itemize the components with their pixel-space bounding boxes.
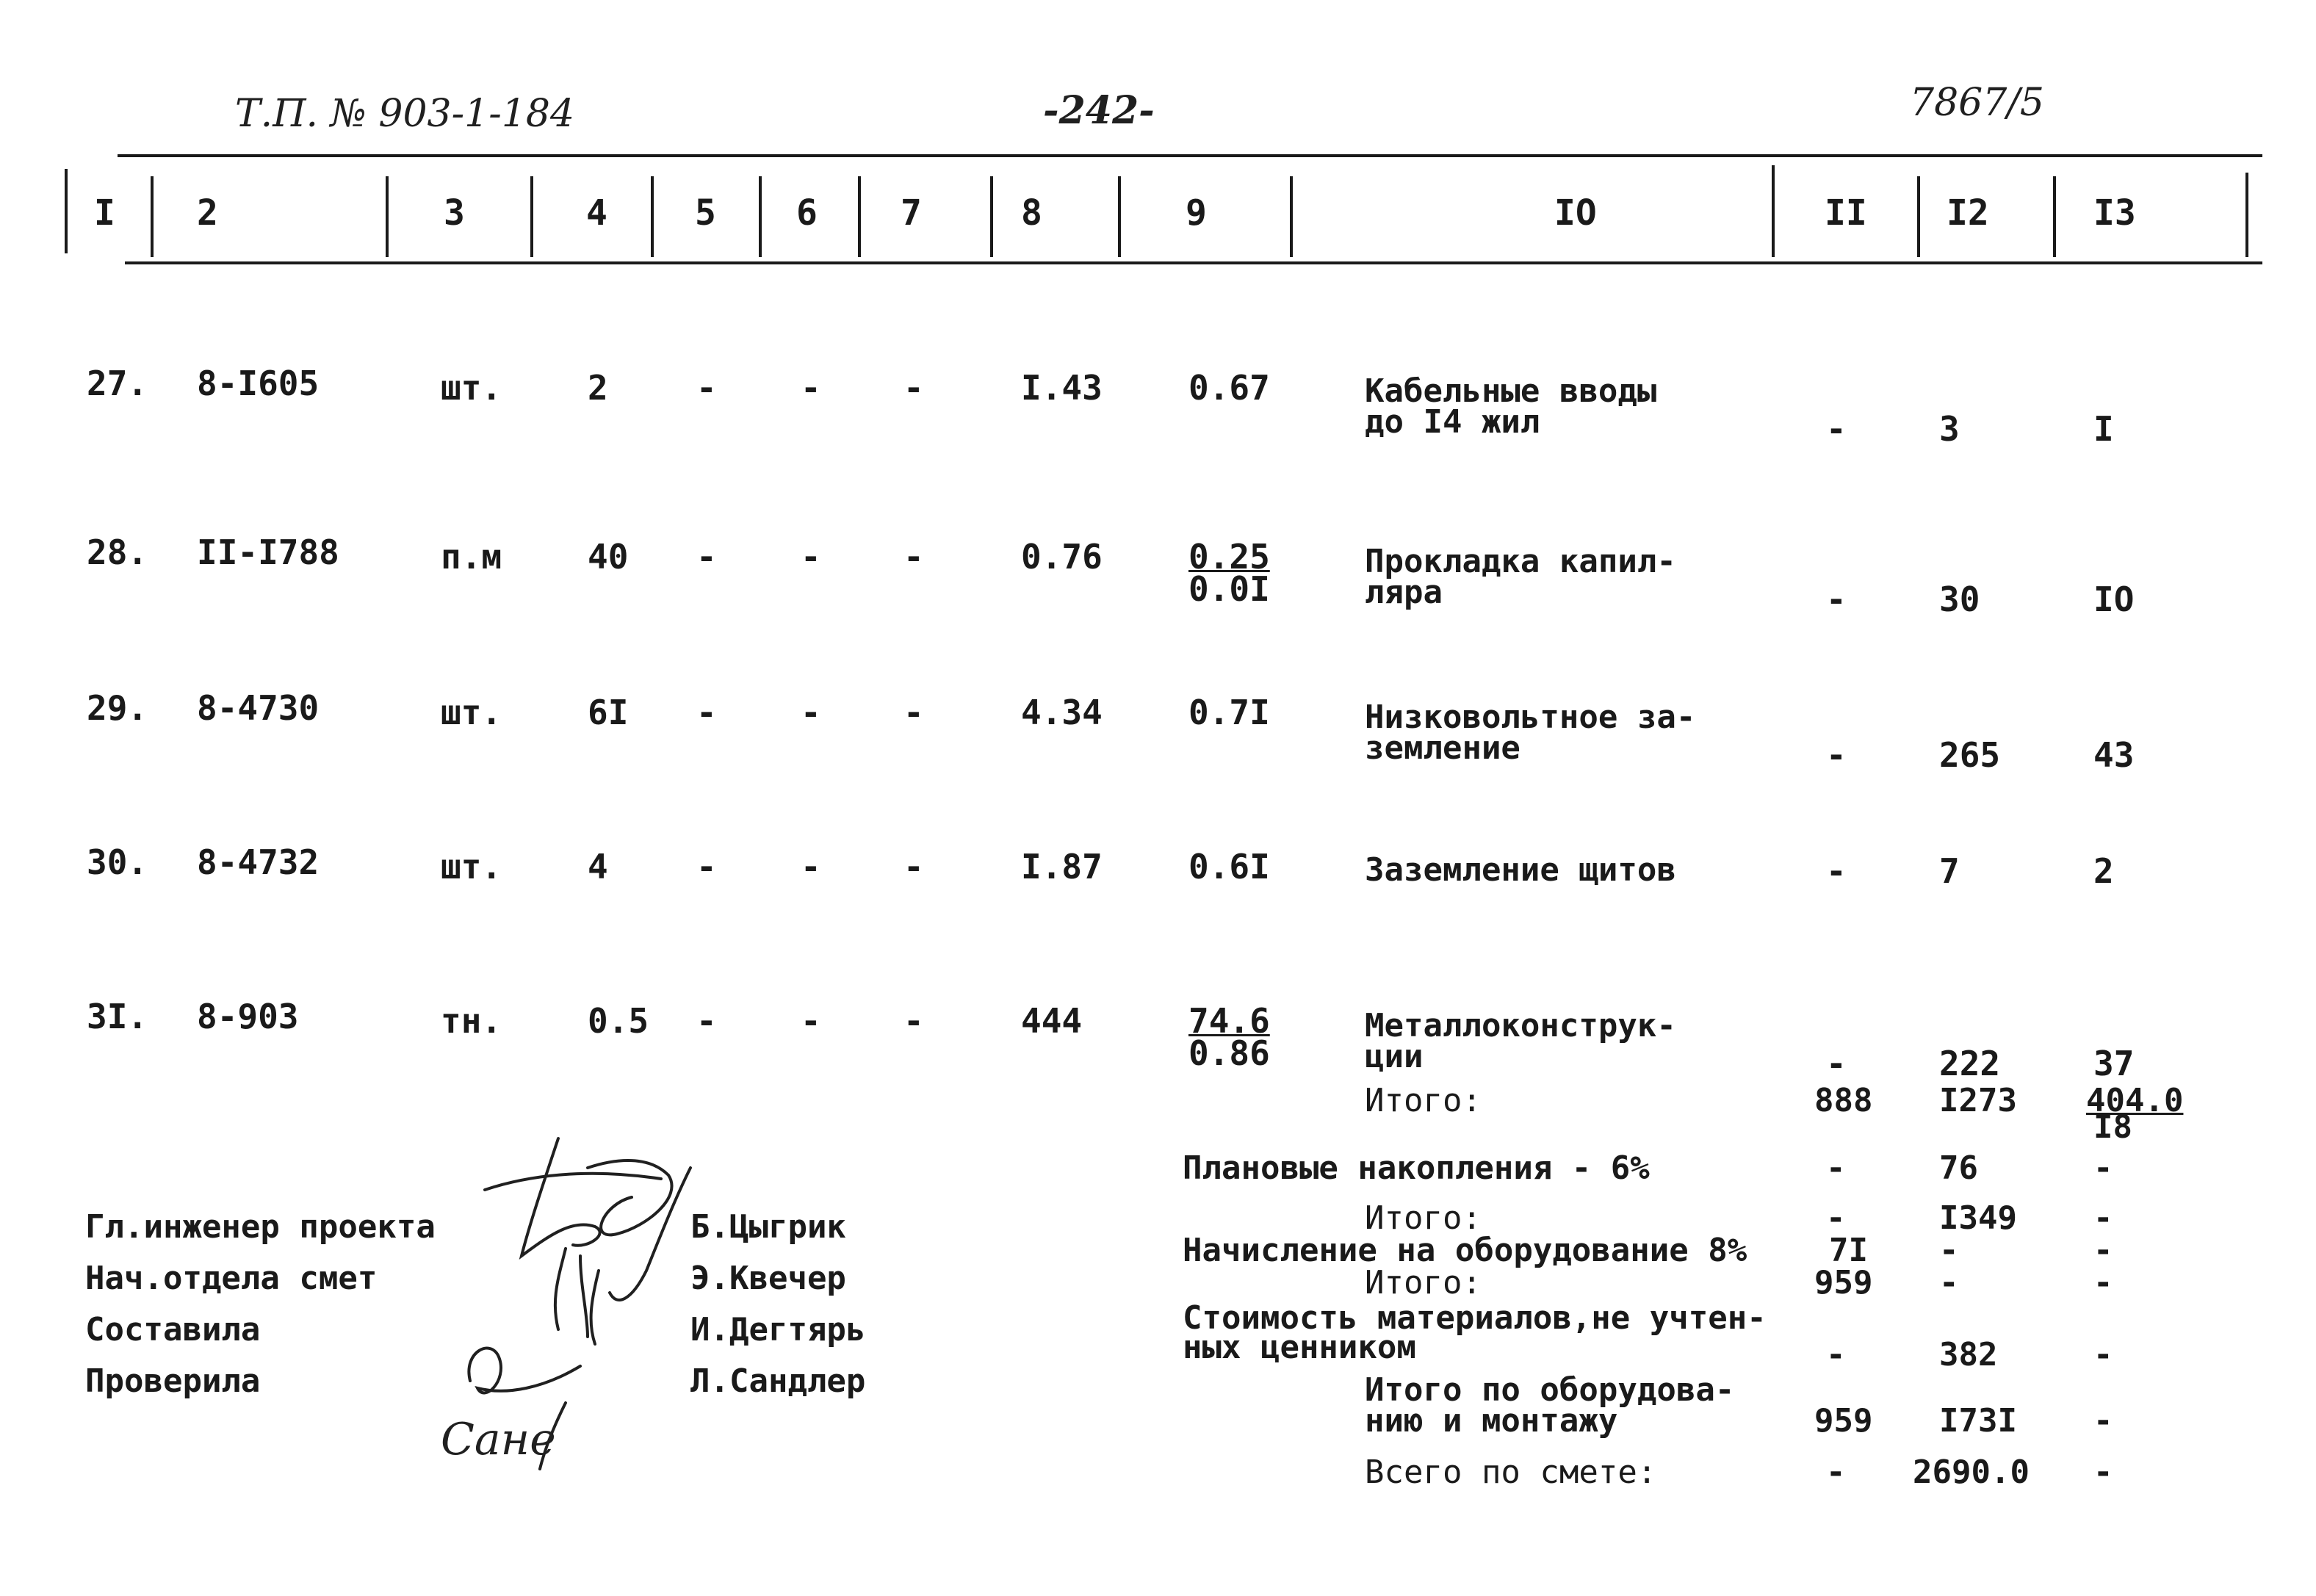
- col-divider: [2245, 173, 2248, 257]
- itogo2-label: Итого:: [1365, 1199, 1482, 1237]
- row-col12: 3: [1939, 409, 1960, 449]
- col-header-9: 9: [1186, 192, 1207, 234]
- signature-name: Л.Сандлер: [690, 1362, 866, 1400]
- col-header-1: I: [94, 192, 115, 234]
- row-number: 28.: [87, 532, 148, 572]
- col-header-4: 4: [586, 192, 607, 234]
- signature-name: Э.Квечер: [690, 1260, 846, 1297]
- col-header-8: 8: [1021, 192, 1042, 234]
- row-col11: -: [1826, 409, 1847, 449]
- itogo3-col12: -: [1939, 1264, 1959, 1301]
- equip-col11: 7I: [1829, 1232, 1868, 1269]
- row-col13: I: [2093, 409, 2114, 449]
- col-divider: [651, 176, 654, 257]
- signature-role: Гл.инженер проекта: [85, 1208, 436, 1246]
- row-col5: -: [696, 1001, 717, 1041]
- total-equip-col12: I73I: [1939, 1402, 2017, 1440]
- row-description-line1: Заземление щитов: [1365, 851, 1676, 889]
- row-col12: 7: [1939, 851, 1960, 891]
- row-col6: -: [801, 1001, 821, 1041]
- row-col5: -: [696, 368, 717, 408]
- row-col9-bottom: 0.86: [1188, 1033, 1270, 1073]
- col-header-6: 6: [796, 192, 818, 234]
- col-divider: [1772, 165, 1775, 257]
- row-col9-top: 0.25: [1188, 537, 1270, 577]
- row-col7: -: [903, 847, 924, 887]
- signature-role: Проверила: [85, 1362, 261, 1400]
- row-col8: I.87: [1021, 847, 1103, 887]
- itogo-col13-top: 404.0: [2086, 1082, 2184, 1119]
- row-description-line1: Низковольтное за-: [1365, 698, 1696, 736]
- col-header-12: I2: [1947, 192, 1989, 234]
- col-divider: [151, 176, 154, 257]
- row-description-line2: ции: [1365, 1038, 1424, 1075]
- row-col6: -: [801, 693, 821, 732]
- row-col9: 0.67: [1188, 368, 1270, 408]
- grand-total-col11: -: [1826, 1454, 1846, 1491]
- itogo2-col11: -: [1826, 1199, 1846, 1237]
- row-col8: 444: [1021, 1001, 1083, 1041]
- signature-role: Составила: [85, 1311, 261, 1348]
- row-col9-top: 74.6: [1188, 1001, 1270, 1041]
- plan-savings-label: Плановые накопления - 6%: [1183, 1149, 1650, 1187]
- total-equip-col13: -: [2093, 1402, 2113, 1440]
- row-col6: -: [801, 537, 821, 577]
- header-bottom-rule: [125, 261, 2262, 264]
- row-qty: 2: [588, 368, 608, 408]
- signature-name: И.Дегтярь: [690, 1311, 866, 1348]
- col-divider: [2053, 176, 2056, 257]
- row-unit: п.м: [441, 537, 502, 577]
- row-col8: I.43: [1021, 368, 1103, 408]
- row-description-line1: Прокладка капил-: [1365, 543, 1676, 580]
- col-divider: [990, 176, 993, 257]
- row-qty: 4: [588, 847, 608, 887]
- row-number: 29.: [87, 688, 148, 728]
- row-col8: 0.76: [1021, 537, 1103, 577]
- grand-total-col12: 2690.0: [1913, 1454, 2030, 1491]
- itogo-label: Итого:: [1365, 1082, 1482, 1119]
- page-number: -242-: [1043, 88, 1155, 133]
- col-header-13: I3: [2093, 192, 2136, 234]
- row-col7: -: [903, 537, 924, 577]
- row-qty: 40: [588, 537, 629, 577]
- grand-total-label: Всего по смете:: [1365, 1454, 1657, 1491]
- col-divider: [858, 176, 861, 257]
- row-number: 3I.: [87, 997, 148, 1036]
- row-col11: -: [1826, 735, 1847, 775]
- row-col13: 43: [2093, 735, 2135, 775]
- materials-col11: -: [1826, 1336, 1846, 1373]
- row-col13: 2: [2093, 851, 2114, 891]
- grand-total-col13: -: [2093, 1454, 2113, 1491]
- plan-col13: -: [2093, 1149, 2113, 1187]
- row-code: II-I788: [197, 532, 339, 572]
- col-divider: [1118, 176, 1121, 257]
- equipment-charge-label: Начисление на оборудование 8%: [1183, 1232, 1747, 1269]
- row-code: 8-4730: [197, 688, 320, 728]
- col-header-11: II: [1825, 192, 1867, 234]
- equip-col13: -: [2093, 1232, 2113, 1269]
- col-header-7: 7: [901, 192, 922, 234]
- row-col5: -: [696, 847, 717, 887]
- col-divider: [1290, 176, 1293, 257]
- row-col11: -: [1826, 1044, 1847, 1083]
- row-unit: шт.: [441, 368, 502, 408]
- row-col12: 30: [1939, 579, 1980, 619]
- total-equip-col11: 959: [1814, 1402, 1873, 1440]
- row-col6: -: [801, 847, 821, 887]
- row-col13: IO: [2093, 579, 2135, 619]
- row-description-line2: до I4 жил: [1365, 403, 1540, 441]
- row-col11: -: [1826, 851, 1847, 891]
- col-header-5: 5: [695, 192, 716, 234]
- row-col12: 265: [1939, 735, 2001, 775]
- row-qty: 0.5: [588, 1001, 649, 1041]
- itogo-col13-bottom: I8: [2093, 1108, 2132, 1146]
- materials-col12: 382: [1939, 1336, 1998, 1373]
- header-top-rule: [118, 154, 2262, 157]
- total-equipment-label-line2: нию и монтажу: [1365, 1402, 1618, 1440]
- row-code: 8-903: [197, 997, 299, 1036]
- signature-name: Б.Цыгрик: [690, 1208, 846, 1246]
- row-col7: -: [903, 1001, 924, 1041]
- row-description-line1: Металлоконструк-: [1365, 1007, 1676, 1044]
- row-col9: 0.6I: [1188, 847, 1270, 887]
- itogo3-label: Итого:: [1365, 1264, 1482, 1301]
- row-col6: -: [801, 368, 821, 408]
- row-col8: 4.34: [1021, 693, 1103, 732]
- row-number: 30.: [87, 842, 148, 882]
- row-unit: тн.: [441, 1001, 502, 1041]
- row-col11: -: [1826, 579, 1847, 619]
- row-description-line2: ляра: [1365, 574, 1443, 611]
- row-description-line1: Кабельные вводы: [1365, 372, 1657, 410]
- col-divider: [386, 176, 389, 257]
- itogo-col11: 888: [1814, 1082, 1873, 1119]
- row-unit: шт.: [441, 693, 502, 732]
- row-number: 27.: [87, 364, 148, 403]
- materials-col13: -: [2093, 1336, 2113, 1373]
- col-divider: [530, 176, 533, 257]
- plan-col12: 76: [1939, 1149, 1978, 1187]
- itogo2-col13: -: [2093, 1199, 2113, 1237]
- doc-number: Т.П. № 903-1-184: [235, 92, 575, 136]
- col-divider: [1917, 176, 1920, 257]
- materials-label-line1: Стоимость материалов,не учтен-: [1183, 1299, 1767, 1337]
- plan-col11: -: [1826, 1149, 1846, 1187]
- row-col7: -: [903, 368, 924, 408]
- row-col13: 37: [2093, 1044, 2135, 1083]
- row-col7: -: [903, 693, 924, 732]
- total-equipment-label-line1: Итого по оборудова-: [1365, 1371, 1735, 1409]
- row-col12: 222: [1939, 1044, 2001, 1083]
- row-col5: -: [696, 537, 717, 577]
- materials-label-line2: ных ценником: [1183, 1329, 1416, 1366]
- col-divider: [65, 169, 68, 253]
- document-code: 7867/5: [1910, 81, 2044, 125]
- col-divider: [759, 176, 762, 257]
- col-header-10: IO: [1554, 192, 1597, 234]
- row-code: 8-4732: [197, 842, 320, 882]
- col-header-2: 2: [197, 192, 218, 234]
- itogo2-col12: I349: [1939, 1199, 2017, 1237]
- row-col9: 0.7I: [1188, 693, 1270, 732]
- row-description-line2: земление: [1365, 729, 1520, 767]
- itogo3-col11: 959: [1814, 1264, 1873, 1301]
- row-code: 8-I605: [197, 364, 320, 403]
- row-qty: 6I: [588, 693, 629, 732]
- equip-col12: -: [1939, 1232, 1959, 1269]
- row-col5: -: [696, 693, 717, 732]
- signature-role: Нач.отдела смет: [85, 1260, 378, 1297]
- col-header-3: 3: [444, 192, 465, 234]
- handwritten-signature: Сане: [441, 1414, 556, 1465]
- itogo-col12: I273: [1939, 1082, 2017, 1119]
- handwritten-signatures-graphic: [441, 1124, 735, 1476]
- itogo3-col13: -: [2093, 1264, 2113, 1301]
- row-unit: шт.: [441, 847, 502, 887]
- row-col9-bottom: 0.0I: [1188, 569, 1270, 609]
